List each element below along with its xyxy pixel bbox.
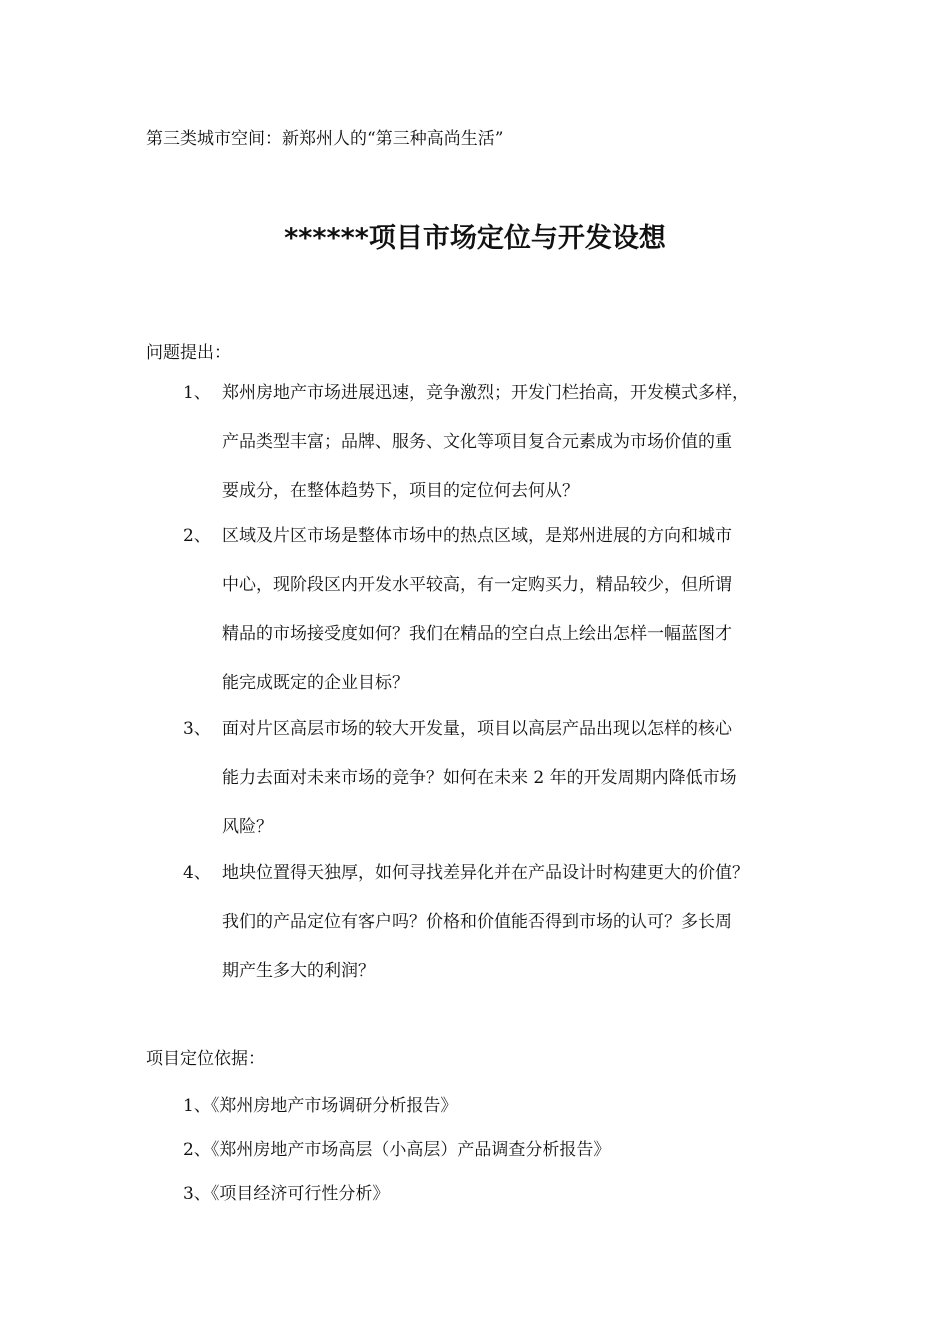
question-line: 精品的市场接受度如何？我们在精品的空白点上绘出怎样一幅蓝图才 [222,624,732,644]
question-line: 期产生多大的利润？ [222,961,375,981]
question-line: 能力去面对未来市场的竞争？如何在未来 2 年的开发周期内降低市场 [222,768,737,788]
question-line: 区域及片区市场是整体市场中的热点区域，是郑州进展的方向和城市 [222,526,732,546]
question-line: 产品类型丰富；品牌、服务、文化等项目复合元素成为市场价值的重 [222,432,732,452]
basis-item: 1、《郑州房地产市场调研分析报告》 [183,1096,458,1116]
question-line: 风险？ [222,817,273,837]
basis-heading: 项目定位依据： [146,1049,265,1069]
question-number: 3、 [183,719,211,739]
questions-heading: 问题提出： [146,343,231,363]
question-number: 4、 [183,863,211,883]
basis-item: 3、《项目经济可行性分析》 [183,1184,390,1204]
question-line: 面对片区高层市场的较大开发量，项目以高层产品出现以怎样的核心 [222,719,732,739]
question-line: 中心，现阶段区内开发水平较高，有一定购买力，精品较少，但所谓 [222,575,732,595]
question-line: 郑州房地产市场进展迅速，竞争激烈；开发门栏抬高，开发模式多样， [222,383,749,403]
question-line: 我们的产品定位有客户吗？价格和价值能否得到市场的认可？多长周 [222,912,732,932]
question-line: 要成分，在整体趋势下，项目的定位何去何从？ [222,481,579,501]
basis-item: 2、《郑州房地产市场高层（小高层）产品调查分析报告》 [183,1140,611,1160]
document-subtitle: 第三类城市空间：新郑州人的“第三种高尚生活” [146,129,504,149]
question-number: 1、 [183,383,211,403]
question-line: 能完成既定的企业目标？ [222,673,409,693]
document-title: ******项目市场定位与开发设想 [284,223,666,254]
question-line: 地块位置得天独厚，如何寻找差异化并在产品设计时构建更大的价值？ [222,863,749,883]
question-number: 2、 [183,526,211,546]
